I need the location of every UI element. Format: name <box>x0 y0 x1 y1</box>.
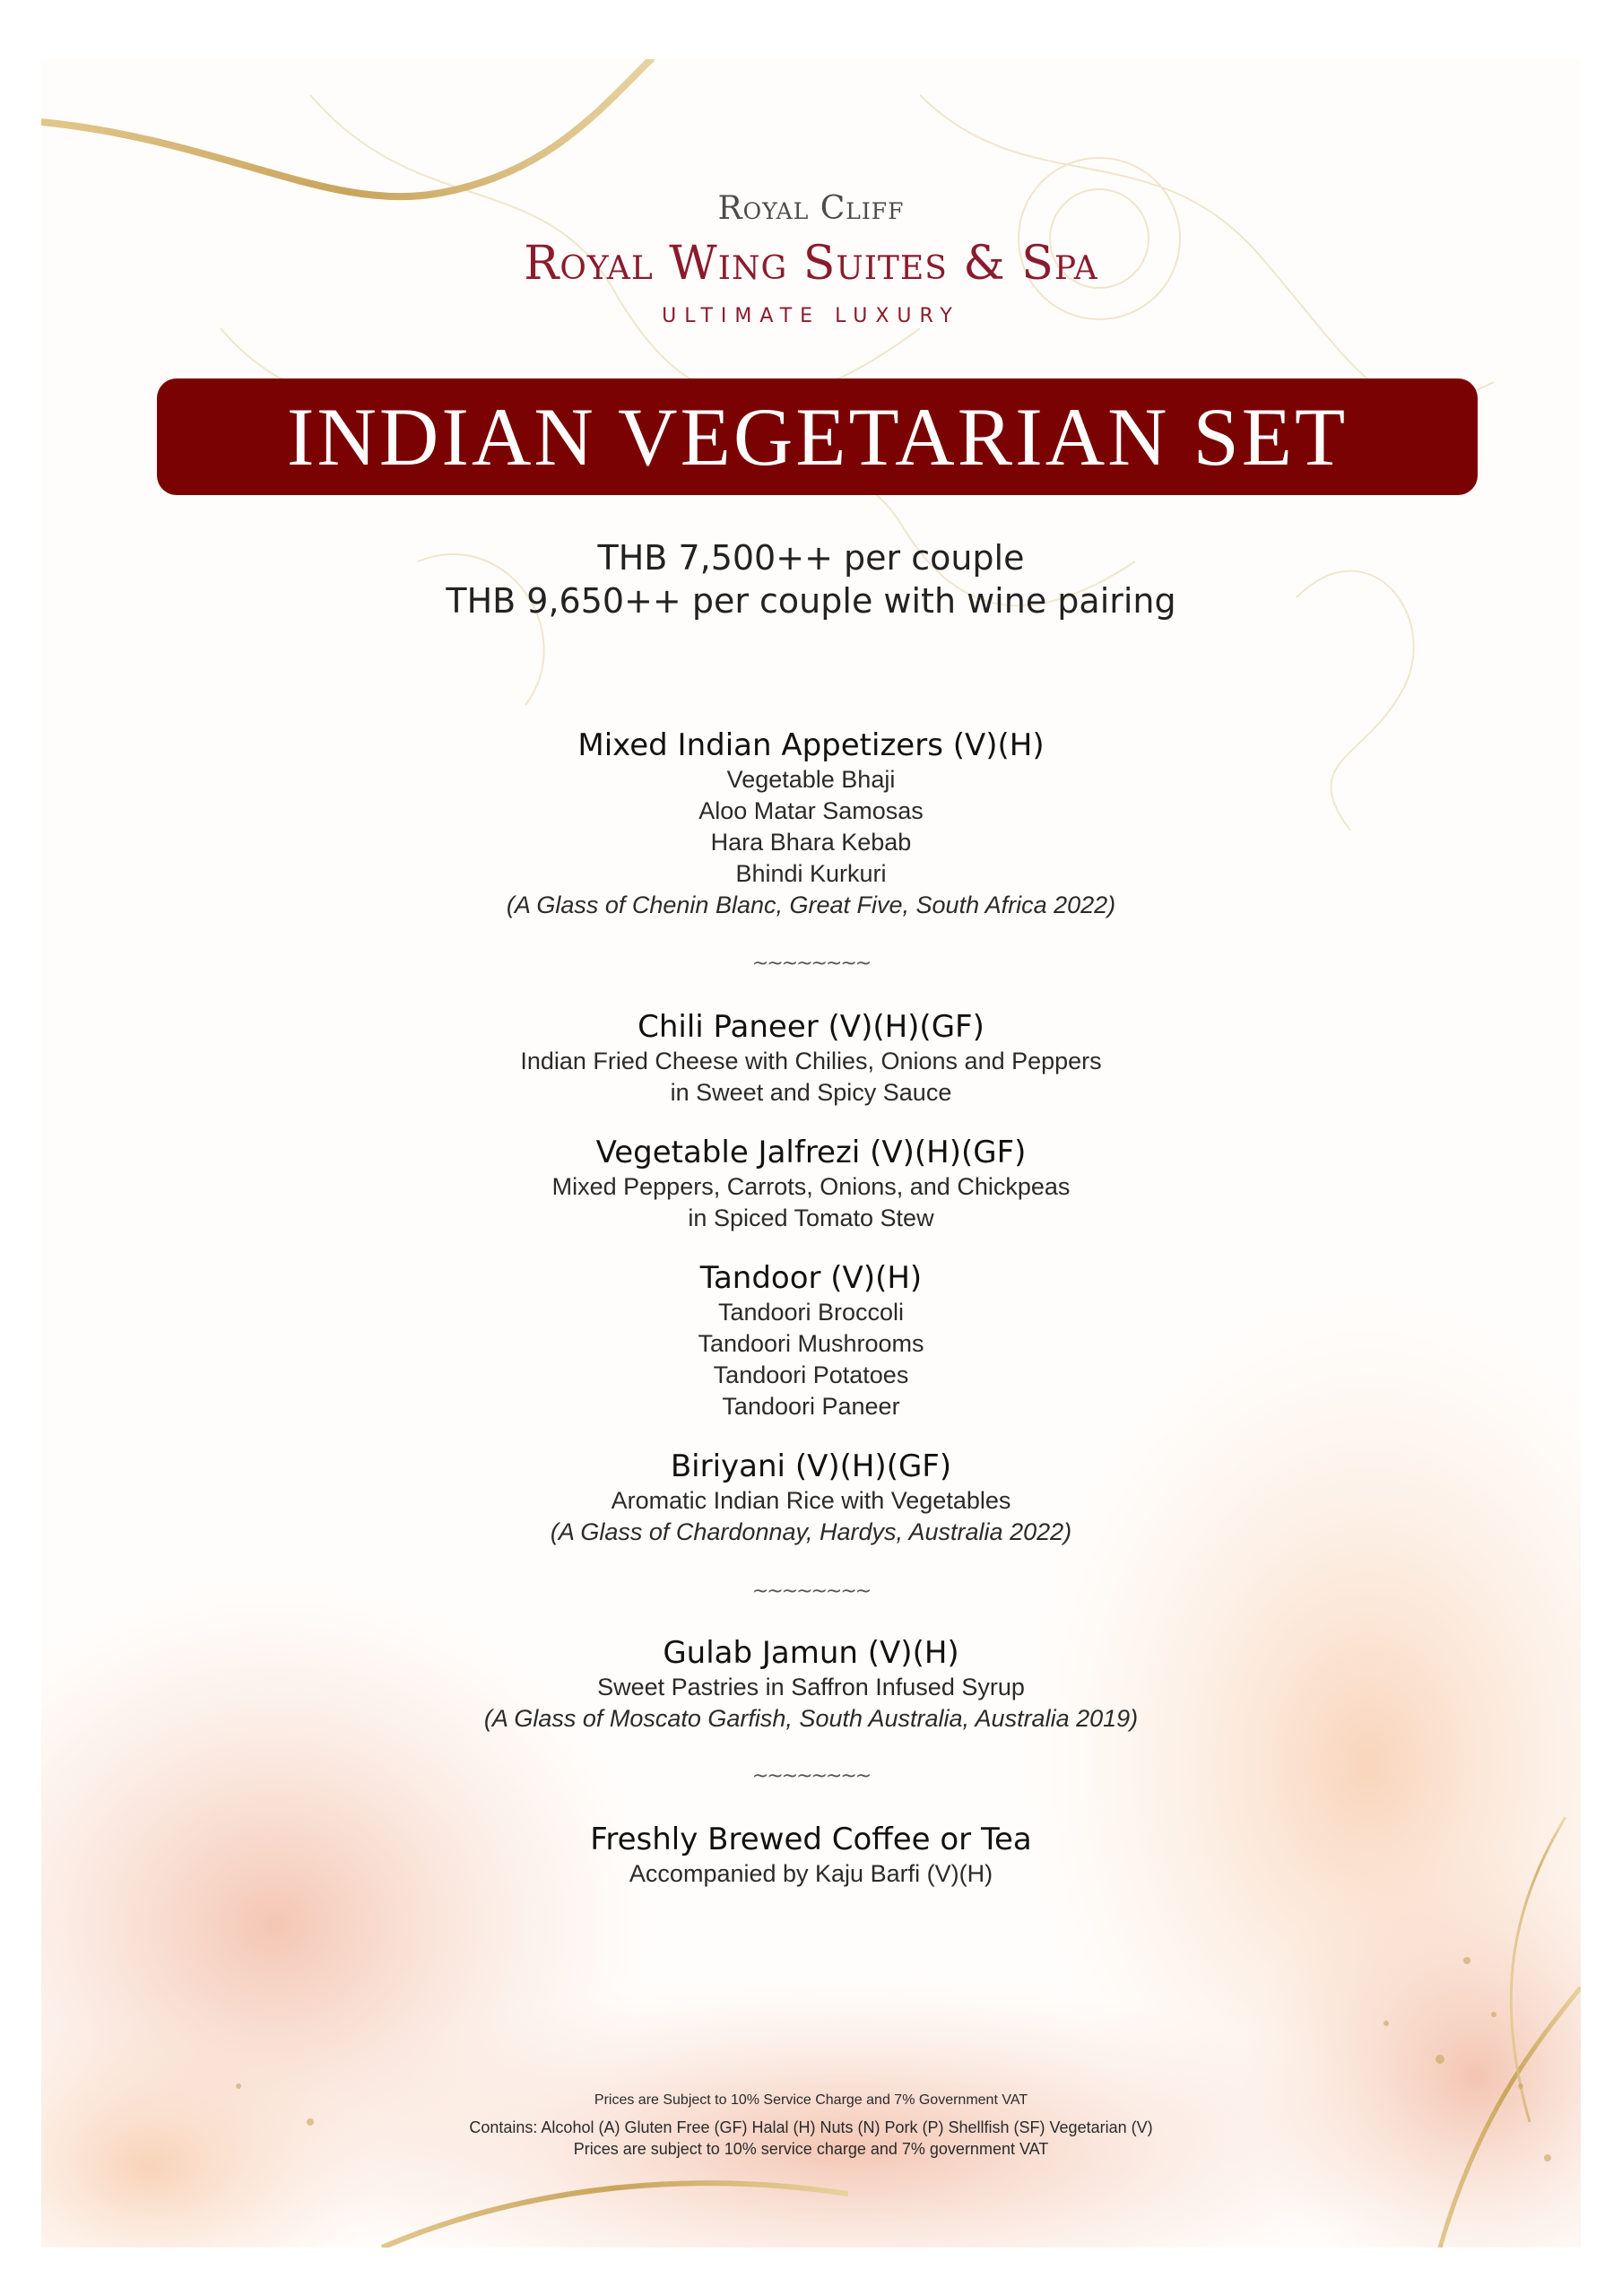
price-couple: THB 7,500++ per couple <box>597 538 1025 578</box>
brand-royal-cliff: Royal Cliff <box>717 190 905 227</box>
divider-ornament: ~~~~~~~~ <box>751 952 871 975</box>
course-item: Tandoori Broccoli <box>717 1299 905 1326</box>
wine-pairing: (A Glass of Chardonnay, Hardys, Australia 2022) <box>550 1518 1072 1545</box>
course-title: Chili Paneer (V)(H)(GF) <box>638 1009 984 1045</box>
footer-allergen-key: Contains: Alcohol (A) Gluten Free (GF) Halal (H) Nuts (N) Pork (P) Shellfish (SF) Vegetarian (V) <box>469 2118 1153 2136</box>
footer-price-note-2: Prices are subject to 10% service charge and 7% government VAT <box>573 2140 1049 2158</box>
price-couple-wine: THB 9,650++ per couple with wine pairing <box>446 581 1176 621</box>
course-jalfrezi <box>0 1134 1622 1234</box>
course-biriyani <box>0 1448 1622 1548</box>
brand-tagline: ULTIMATE LUXURY <box>662 305 960 327</box>
course-item: Hara Bhara Kebab <box>710 829 912 856</box>
brand-royal-wing: Royal Wing Suites & Spa <box>524 237 1098 291</box>
course-item: Mixed Peppers, Carrots, Onions, and Chickpeas <box>551 1173 1071 1200</box>
gold-swoosh-top <box>41 59 651 196</box>
wine-pairing: (A Glass of Moscato Garfish, South Australia, Australia 2019) <box>483 1705 1139 1732</box>
course-item: Aromatic Indian Rice with Vegetables <box>611 1487 1011 1514</box>
course-item: Tandoori Paneer <box>722 1393 900 1420</box>
course-appetizers <box>0 726 1622 921</box>
menu-title: INDIAN VEGETARIAN SET <box>286 391 1349 483</box>
course-item: Accompanied by Kaju Barfi (V)(H) <box>629 1860 993 1887</box>
course-item: in Spiced Tomato Stew <box>688 1205 934 1231</box>
title-banner <box>157 378 1478 495</box>
course-coffee <box>0 1821 1622 1890</box>
course-item: Sweet Pastries in Saffron Infused Syrup <box>597 1674 1025 1700</box>
course-item: Tandoori Potatoes <box>713 1361 909 1388</box>
course-item: Tandoori Mushrooms <box>698 1330 924 1357</box>
course-tandoor <box>0 1259 1622 1422</box>
divider-ornament: ~~~~~~~~ <box>751 1580 871 1603</box>
course-item: Vegetable Bhaji <box>726 766 896 793</box>
divider-ornament: ~~~~~~~~ <box>751 1765 871 1787</box>
wine-pairing: (A Glass of Chenin Blanc, Great Five, South Africa 2022) <box>506 891 1116 918</box>
course-item: Indian Fried Cheese with Chilies, Onions and Peppers <box>520 1048 1102 1074</box>
course-item: in Sweet and Spicy Sauce <box>670 1079 952 1106</box>
course-item: Bhindi Kurkuri <box>735 860 887 887</box>
course-title: Vegetable Jalfrezi (V)(H)(GF) <box>595 1135 1027 1170</box>
footer-price-note: Prices are Subject to 10% Service Charge and 7% Government VAT <box>594 2092 1028 2108</box>
course-title: Gulab Jamun (V)(H) <box>663 1635 959 1671</box>
course-item: Aloo Matar Samosas <box>698 797 924 824</box>
course-title: Mixed Indian Appetizers (V)(H) <box>577 727 1045 763</box>
course-title: Freshly Brewed Coffee or Tea <box>590 1822 1032 1857</box>
course-gulab-jamun <box>0 1634 1622 1735</box>
course-title: Tandoor (V)(H) <box>699 1260 923 1296</box>
course-title: Biriyani (V)(H)(GF) <box>670 1448 952 1484</box>
course-chili-paneer <box>0 1008 1622 1109</box>
